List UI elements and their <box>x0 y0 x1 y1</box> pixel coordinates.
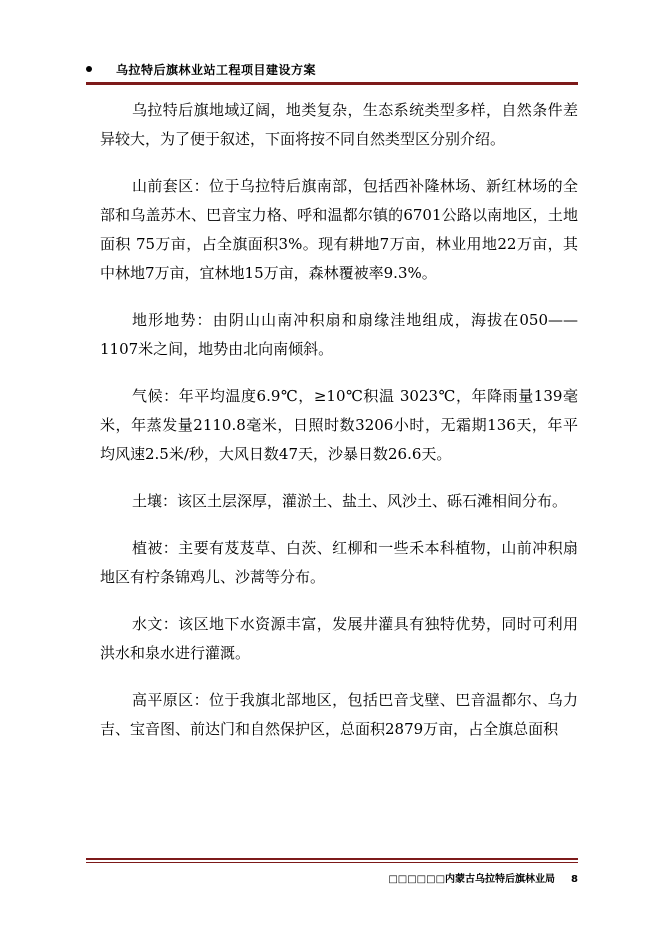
footer-rule-thin <box>86 862 578 863</box>
paragraph-plateau: 高平原区：位于我旗北部地区，包括巴音戈壁、巴音温都尔、乌力吉、宝音图、前达门和自然保护区，总面积2879万亩，占全旗总面积 <box>100 691 578 738</box>
paragraph-shanqiantao: 山前套区：位于乌拉特后旗南部，包括西补隆林场、新红林场的全部和乌盖苏木、巴音宝力格、呼和温都尔镇的6701公路以南地区，土地面积 75万亩，占全旗面积3%。现有耕地7万亩，林业用地22万亩，其中林地7万亩，宜林地15万亩，森林覆被率9.3%。 <box>100 177 578 282</box>
paragraph-intro: 乌拉特后旗地域辽阔，地类复杂，生态系统类型多样，自然条件差异较大，为了便于叙述，下面将按不同自然类型区分别介绍。 <box>100 101 578 148</box>
paragraph-vegetation: 植被：主要有芨芨草、白茨、红柳和一些禾本科植物，山前冲积扇地区有柠条锦鸡儿、沙蒿等分布。 <box>100 539 578 586</box>
paragraph-climate: 气候：年平均温度6.9℃，≥10℃积温 3023℃，年降雨量139毫米，年蒸发量2110.8毫米，日照时数3206小时，无霜期136天，年平均风速2.5米/秒，大风日数47天，沙暴日数26.6天。 <box>100 387 578 463</box>
document-body <box>100 96 578 762</box>
footer-rule <box>86 858 578 860</box>
paragraph-terrain: 地形地势：由阴山山南冲积扇和扇缘洼地组成，海拔在050——1107米之间，地势由北向南倾斜。 <box>100 311 578 358</box>
page-header <box>86 60 578 80</box>
paragraph-hydrology: 水文：该区地下水资源丰富，发展井灌具有独特优势，同时可利用洪水和泉水进行灌溉。 <box>100 615 578 662</box>
bullet-icon <box>86 66 92 72</box>
footer-org: □□□□□□内蒙古乌拉特后旗林业局 <box>388 874 556 885</box>
page-footer <box>388 870 578 885</box>
page-number: 8 <box>571 874 578 885</box>
header-rule <box>86 82 578 85</box>
paragraph-soil: 土壤：该区土层深厚，灌淤土、盐土、风沙土、砾石滩相间分布。 <box>132 492 568 510</box>
header-title: 乌拉特后旗林业站工程项目建设方案 <box>116 63 317 77</box>
